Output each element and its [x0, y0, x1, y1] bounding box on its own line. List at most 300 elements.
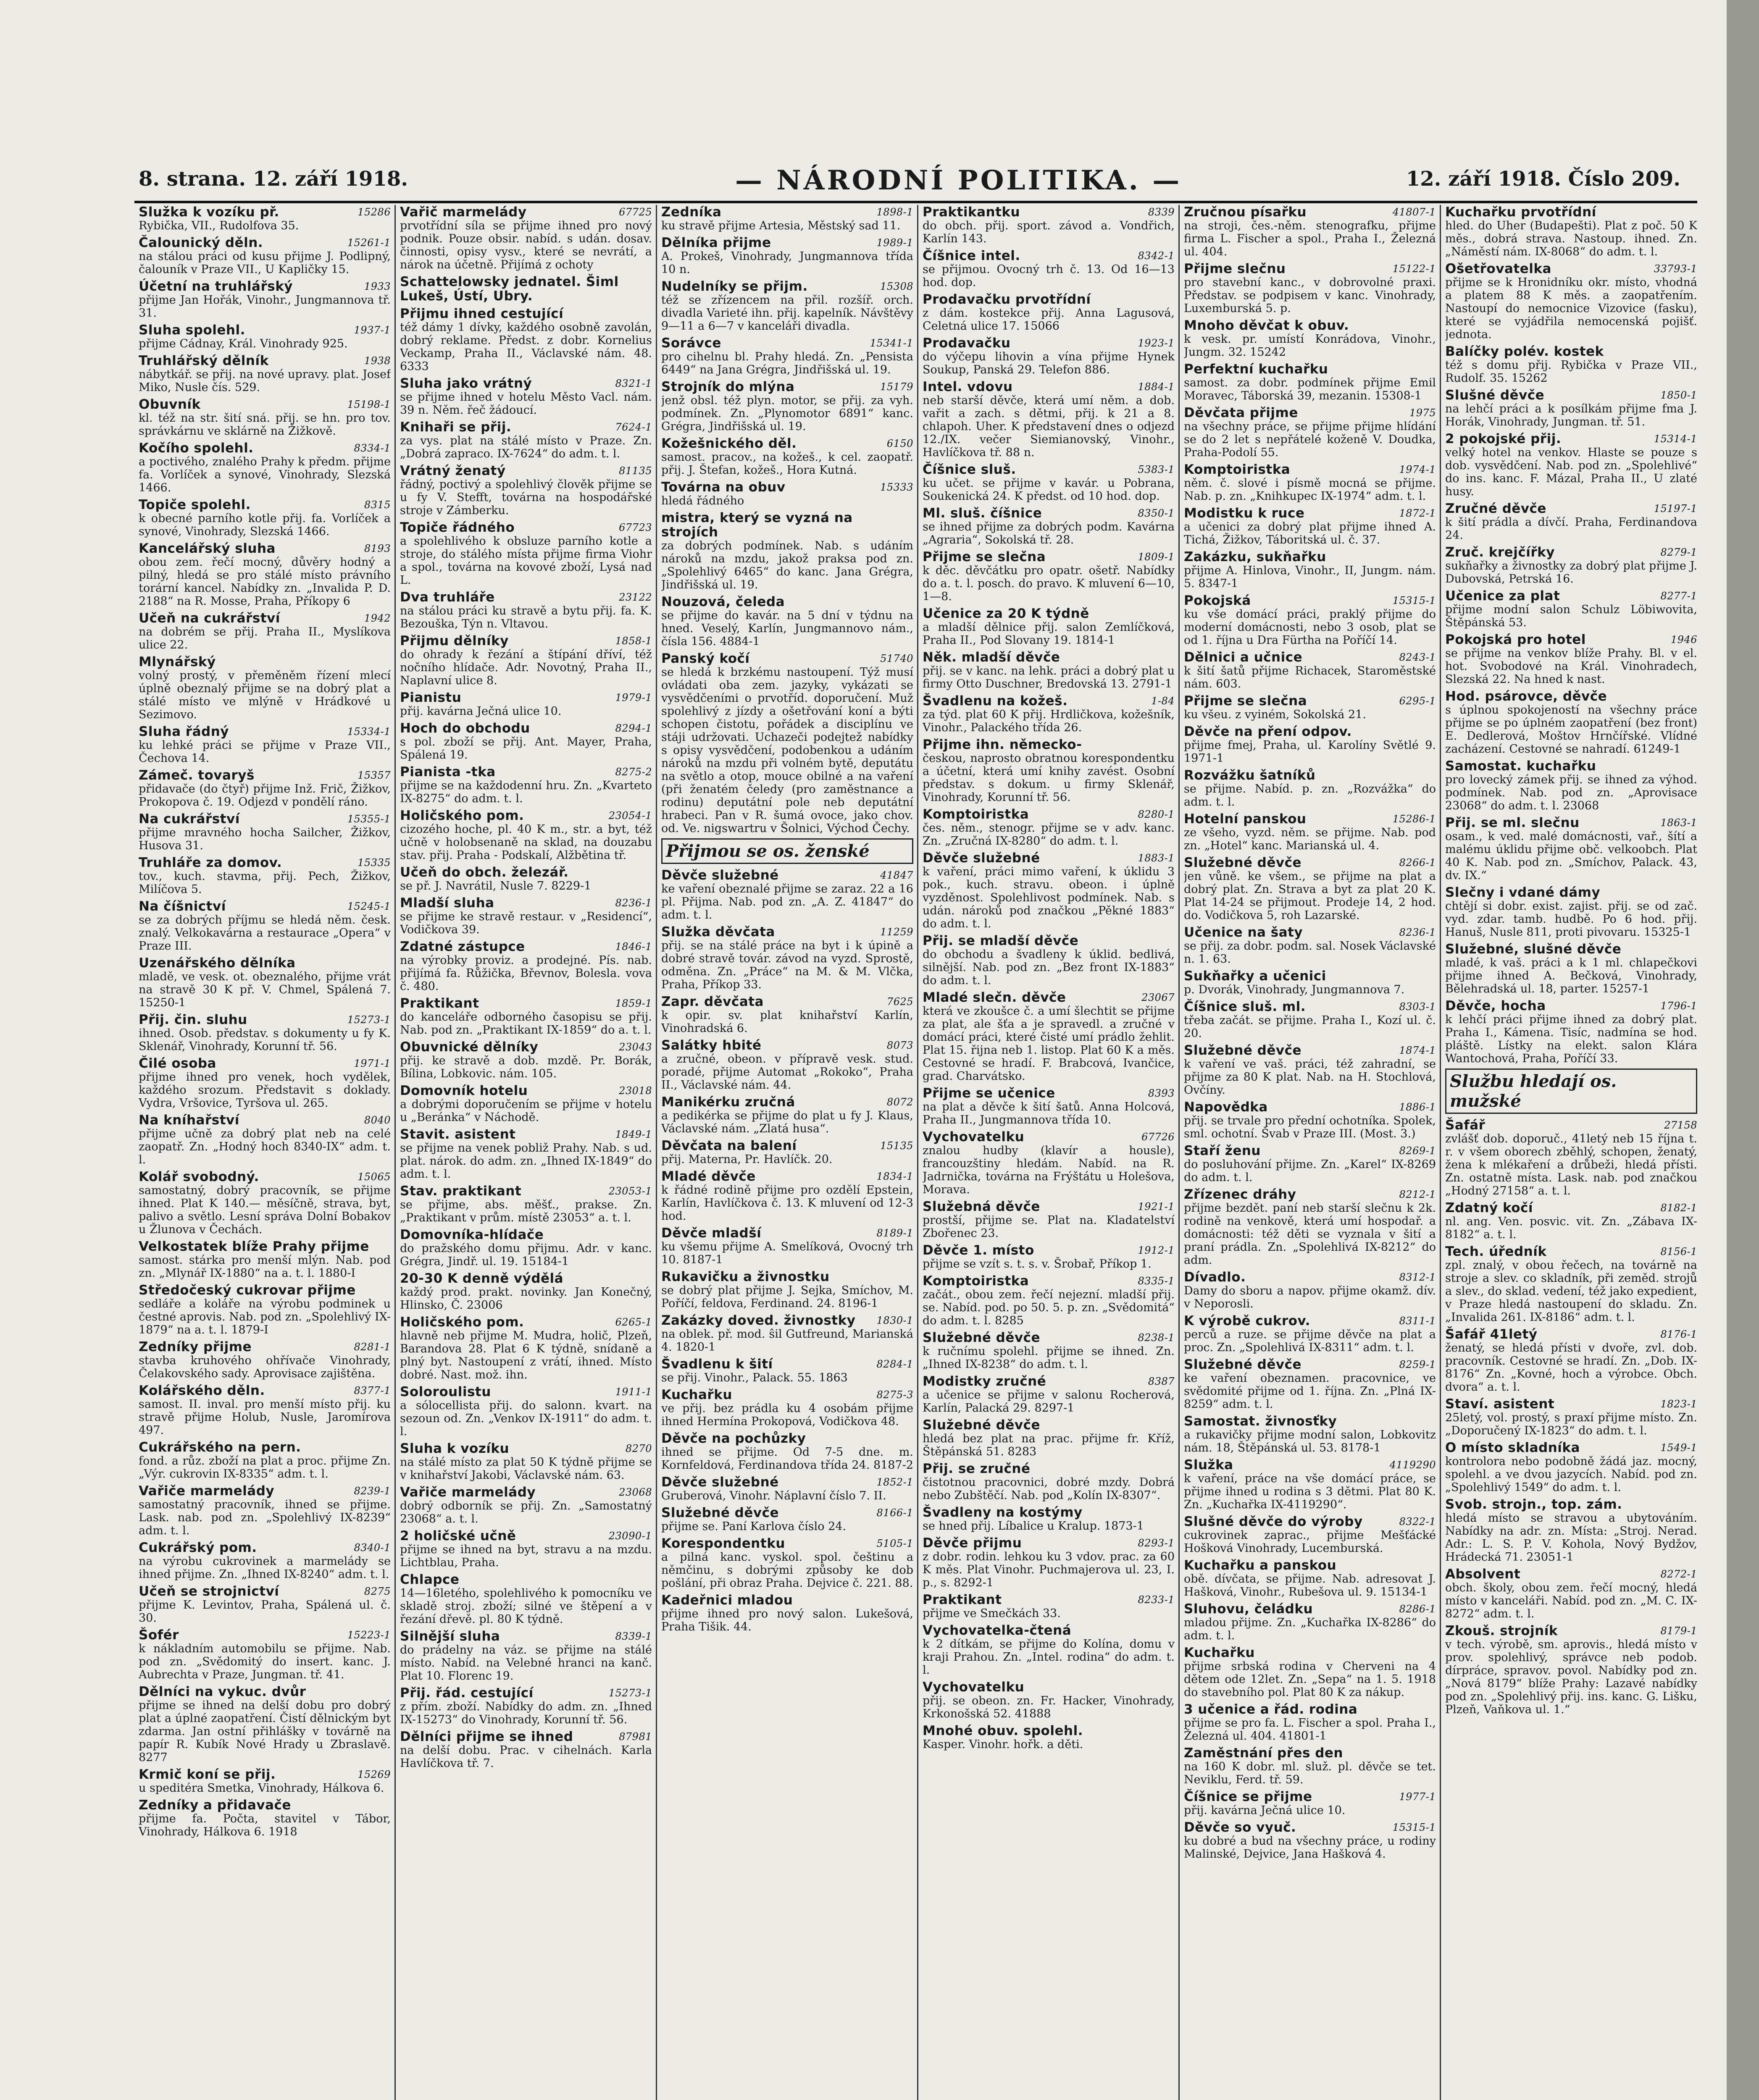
ad-heading-text: Číšnice sluš.: [923, 462, 1016, 477]
ad-heading-text: Služebné děvče: [1184, 1043, 1302, 1058]
ad-heading: [1184, 262, 1436, 276]
ad-heading-text: Děvče 1. místo: [923, 1243, 1034, 1258]
ad-body: u speditéra Smetka, Vinohrady, Hálkova 6.: [139, 1782, 384, 1795]
ad-code: 51740: [880, 653, 913, 664]
classified-ad: [661, 1313, 913, 1354]
ad-body: a pilná kanc. vyskol. spol. češtinu a němčinu, s dobrými způsoby ke dob pošlání, při obraz Praha. Dejvice č. 221. 88.: [661, 1551, 913, 1590]
ad-body: se přijme. Nabíd. p. zn. „Rozvážka“ do adm. t. l.: [1184, 782, 1436, 808]
ad-body: do obch. přij. sport. závod a. Vondřich, Karlín 143.: [923, 219, 1175, 245]
ad-heading: [923, 1086, 1175, 1100]
ad-heading-text: Slušné děvče do výroby: [1184, 1514, 1363, 1529]
ad-body: k vesk. pr. umístí Konrádova, Vinohr., Jungm. 32. 15242: [1184, 333, 1436, 359]
ad-body: do pražského domu přijmu. Adr. v kanc. Grégra, Jindř. ul. 19. 15184-1: [400, 1242, 652, 1268]
ad-body: na všechny práce, se přijme přijme hlídání se do 2 let s nepřátelé koženě V. Doudka, Praha-Podolí 55.: [1184, 420, 1436, 459]
ad-body: osam., k ved. malé domácnosti, vař., šítí a malému úklidu přijme obč. velkoobch. Plat 40 K. Nab. pod zn. „Smíchov, Palack. 43, dv. IX.“: [1445, 830, 1697, 882]
ad-heading-text: Pokojská: [1184, 593, 1251, 608]
ad-code: 15333: [880, 481, 913, 493]
ad-heading: [1184, 593, 1436, 608]
classified-ad: [1445, 388, 1697, 428]
ad-body: obou zem. řečí mocný, důvěry hodný a pilný, hledá se pro stálé místo právního torární kancel. Nabídky zn. „Invalida P. D. 2188“ na R. Mosse, Praha, Příkopy 6: [139, 556, 391, 608]
classified-ad: [661, 279, 913, 333]
ad-code: 8340-1: [354, 1542, 391, 1554]
classified-ad: [661, 1506, 913, 1533]
classified-ad: [1184, 406, 1436, 459]
ad-code: 4119290: [1389, 1459, 1436, 1471]
ad-heading-text: Domovníka-hlídače: [400, 1227, 544, 1242]
ad-heading-text: Přij. se zručné: [923, 1461, 1031, 1476]
ad-heading-text: Mladší sluha: [400, 895, 494, 911]
ad-code: 8387: [1148, 1376, 1175, 1387]
ad-code: 1850-1: [1660, 389, 1697, 401]
ad-code: 8182-1: [1660, 1202, 1697, 1214]
ad-body: za vys. plat na stálé místo v Praze. Zn. „Dobrá zapraco. IX-7624“ do adm. t. l.: [400, 434, 652, 460]
ad-heading-text: Číšnice intel.: [923, 248, 1020, 263]
classified-ad: [1445, 1567, 1697, 1620]
ad-heading-text: Číšnice se přijme: [1184, 1789, 1312, 1804]
ad-heading-text: Topiče řádného: [400, 520, 515, 535]
classified-ad: [400, 1084, 652, 1124]
ad-body: sukňařky a živnostky za dobrý plat přijme J. Dubovská, Petrská 16.: [1445, 559, 1697, 585]
ad-heading: [661, 1226, 913, 1240]
ad-heading-text: Mladé slečn. děvče: [923, 990, 1066, 1005]
ad-code: 15334-1: [347, 726, 391, 738]
ad-code: 87981: [619, 1731, 652, 1743]
ad-code: 1830-1: [876, 1315, 913, 1326]
ad-body: do posluhování přijme. Zn. „Karel“ IX-8269 do adm. t. l.: [1184, 1158, 1436, 1184]
ad-heading: [139, 1113, 391, 1127]
ad-heading: [400, 808, 652, 823]
classified-ad: [923, 650, 1175, 690]
classified-ad: [1445, 1441, 1697, 1494]
ad-heading: [139, 1283, 391, 1297]
ad-heading-text: Schattelowsky jednatel. Šiml Lukeš, Ústí, Ubry.: [400, 274, 619, 304]
ad-heading: [139, 1340, 391, 1354]
ad-heading: [139, 323, 391, 337]
classified-ad: [400, 1529, 652, 1569]
ad-heading: [139, 441, 391, 455]
ad-body: za dobrých podmínek. Nab. s udáním nároků na mzdu, jakož praksa pod zn. „Spolehlivý 6465“ do kanc. Jana Grégra, Jindřišská ul. 19.: [661, 539, 913, 591]
ad-heading-text: Balíčky polév. kostek: [1445, 344, 1604, 359]
classified-ad: [923, 694, 1175, 734]
ad-body: na stálou práci ku stravě a bytu přij. fa. K. Bezouška, Týn n. Vltavou.: [400, 604, 652, 630]
classified-ad: [139, 1340, 391, 1380]
classified-ad: [139, 1798, 391, 1838]
classified-ad: [661, 1095, 913, 1135]
ad-code: 8233-1: [1138, 1594, 1175, 1606]
ad-code: 1549-1: [1660, 1442, 1697, 1454]
ad-heading: [923, 336, 1175, 350]
classified-ad: [1184, 1702, 1436, 1743]
classified-ad: [923, 934, 1175, 987]
ad-heading-text: Šafář 41letý: [1445, 1327, 1538, 1342]
ad-body: nl. ang. Ven. posvic. vit. Zn. „Zábava IX-8182“ a. t. l.: [1445, 1215, 1697, 1241]
ad-heading: [400, 464, 652, 478]
classified-ad: [1445, 344, 1697, 385]
ad-heading: [400, 1084, 652, 1098]
ad-heading-text: Služka: [1184, 1457, 1233, 1473]
ad-code: 41807-1: [1392, 206, 1436, 218]
ad-code: 15179: [880, 381, 913, 393]
ad-body: a dobrými doporučením se přijme v hotelu u „Beránka“ v Náchodě.: [400, 1098, 652, 1124]
ad-heading-text: Strojník do mlýna: [661, 379, 795, 394]
classified-ad: [923, 1724, 1175, 1751]
ad-body: se přijme ihned v hotelu Město Vacl. nám. 39 n. Něm. řeč žádoucí.: [400, 391, 652, 417]
ad-code: 8303-1: [1399, 1001, 1436, 1013]
ad-heading-text: Velkostatek blíže Prahy přijme: [139, 1239, 369, 1254]
ad-code: 8334-1: [354, 442, 391, 454]
classified-columns: [139, 205, 1701, 2100]
ad-heading: [923, 1331, 1175, 1345]
ad-heading: [1184, 1820, 1436, 1835]
ad-body: ve přij. bez prádla ku 4 osobám přijme ihned Hermína Prokopová, Vodičkova 48.: [661, 1402, 913, 1428]
classified-ad: [139, 1541, 391, 1581]
ad-code: 1858-1: [615, 635, 652, 647]
classified-ad: [400, 1184, 652, 1224]
ad-body: přijme se ihned na byt, stravu a na mzdu. Lichtblau, Praha.: [400, 1543, 652, 1569]
ad-body: k děc. děvčátku pro opatr. ošetř. Nabídky do a. t. l. posch. do pravo. K mluvení 6—10, 1—8.: [923, 564, 1175, 603]
ad-code: 15286: [358, 206, 391, 218]
ad-body: pro lovecký zámek přij. se ihned za výhod. podmínek. Nab. pod zn. „Aprovisace 23068“ do adm. t. l. 23068: [1445, 773, 1697, 812]
ad-heading-text: Služebná děvče: [923, 1199, 1040, 1214]
ad-body: ke vaření obeznalé přijme se zaraz. 22 a 16 pl. Přijma. Nab. pod zn. „A. Z. 41847“ do adm. t. l.: [661, 882, 913, 921]
ad-heading-text: Staří ženu: [1184, 1143, 1261, 1158]
ad-body: stavba kruhového ohřívače Vinohrady, Čelakovského sady. Aprovisace zajištěna.: [139, 1354, 391, 1380]
ad-heading-text: Kancelářský sluha: [139, 541, 276, 556]
ad-body: prostší, přijme se. Plat na. Kladatelství Zbořenec 23.: [923, 1214, 1175, 1240]
classified-ad: [661, 995, 913, 1035]
classified-ad: [923, 1200, 1175, 1240]
ad-heading-text: Přijme se učenice: [923, 1086, 1055, 1101]
classified-ad: [1184, 1314, 1436, 1354]
header-rule: [134, 201, 1697, 203]
classified-ad: [1445, 501, 1697, 542]
ad-heading-text: Středočeský cukrovar přijme: [139, 1283, 356, 1298]
ad-heading: [1445, 589, 1697, 603]
ad-code: 15355-1: [347, 813, 391, 825]
ad-heading: [400, 275, 652, 303]
classified-ad: [1445, 689, 1697, 756]
ad-body: která ve zkoušce č. a umí šlechtit se přijme za plat, ale šťa a je spravedl. a zručné v domácí práci, které čisté umí prádlo žehlit. Plat 15. řijna neb 1. listop. Plat 60 K a měs. Cestovné se hradí. F. Brabcová, Ivančice, grad. Charvátsko.: [923, 1005, 1175, 1083]
ad-heading: [661, 480, 913, 494]
ad-body: přij. kavárna Ječná ulice 10.: [1184, 1804, 1346, 1817]
ad-code: 8212-1: [1399, 1189, 1436, 1200]
ad-body: samostatný pracovník, ihned se přijme. Lask. nab. pod zn. „Spolehlivý IX-8239“ adm. t. l.: [139, 1498, 391, 1537]
ad-body: se přij. za dobr. podm. sal. Nosek Václavské n. 1. 63.: [1184, 940, 1436, 966]
ad-heading: [139, 899, 391, 914]
ad-heading: [1445, 1397, 1697, 1411]
ad-heading: [400, 205, 652, 219]
ad-heading-text: Mnohé obuv. spolehl.: [923, 1723, 1083, 1738]
ad-heading-text: Cukrářského na pern.: [139, 1440, 301, 1455]
ad-heading: [923, 807, 1175, 822]
ad-body: kontrolora nebo podobně žádá jaz. mocný, spolehl. a ve dvou jazycích. Nabíd. pod zn. „Spolehlivý 1549“ do adm. t. l.: [1445, 1455, 1697, 1494]
ad-body: a mladší dělnice přij. salon Zemlíčková, Praha II., Pod Slovany 19. 1814-1: [923, 621, 1175, 647]
ad-code: 1-84: [1151, 695, 1175, 707]
ad-heading: [139, 1239, 391, 1254]
ad-heading: [661, 205, 913, 219]
ad-heading-text: Dělníka přijme: [661, 235, 771, 250]
ad-heading-text: Služebné děvče: [1184, 855, 1302, 870]
ad-code: 8293-1: [1138, 1537, 1175, 1549]
classified-ad: [139, 655, 391, 721]
ad-body: a poctivého, znalého Prahy k předm. přijme fa. Vorlíček a synové, Vinohrady, Slezská 1466.: [139, 455, 391, 494]
ad-heading: [661, 651, 913, 666]
ad-body: se hledá k brzkému nastoupení. Týž musí ovládati oba zem. jazyky, vykázati se vysvědčeními o prvotříd. doporučení. Muž spolehlivý z jízdy a ošetřování koní a býti schopen čistotu, pořádek a disciplínu ve stáji udržovati. Uchazeči podejtež nabídky s opisy vysvědčení, podobenkou a udáním nároků na mzdu při volném bytě, deputátu na světlo a otop, mouce obilné a na vaření (při ženatém čeledy (pro zaměstnance a rodinu) deputátní pole neb deputátní hrabeci. Pan v R. šumá ovoce, jako chov. od. Ve. nigswartru v Šolnici, Východ Čechy.: [661, 666, 913, 835]
ad-code: 11259: [880, 926, 913, 938]
classified-ad: [139, 1113, 391, 1166]
ad-heading: [923, 1462, 1175, 1476]
header-left: 8. strana. 12. září 1918.: [139, 167, 408, 191]
ad-heading: [1445, 1441, 1697, 1455]
classified-ad: [139, 498, 391, 538]
ad-body: do ohrady k řezání a štípání dříví, též nočního hlídače. Adr. Novotný, Praha II., Naplavní ulice 8.: [400, 648, 652, 687]
ad-body: na stálé místo za plat 50 K týdně přijme se v knihařství Jakobi, Václavské nám. 63.: [400, 1456, 652, 1482]
ad-code: 15261-1: [347, 237, 391, 249]
ad-heading: [923, 1243, 1175, 1257]
ad-body: za týd. plat 60 K přij. Hrdličkova, kožešník, Vinohr., Palackého třída 26.: [923, 708, 1175, 734]
classified-ad: [1445, 589, 1697, 629]
ad-heading-text: Zručnou písařku: [1184, 205, 1307, 220]
ad-heading: [400, 590, 652, 604]
ad-code: 8284-1: [876, 1358, 913, 1370]
ad-body: k šití prádla a dívčí. Praha, Ferdinandova 24.: [1445, 516, 1697, 542]
ad-heading: [400, 1315, 652, 1329]
classified-ad: [661, 1475, 913, 1502]
classified-ad: [400, 1441, 652, 1482]
classified-ad: [139, 441, 391, 494]
ad-heading-text: Zdatné zástupce: [400, 939, 525, 954]
ad-body: se dobrý plat přijme J. Sejka, Smíchov, M. Poříčí, feldova, Ferdinand. 24. 8196-1: [661, 1284, 913, 1310]
ad-body: přij. se obeon. zn. Fr. Hacker, Vinohrady, Krkonošská 52. 41888: [923, 1694, 1175, 1720]
classified-ad: [923, 1274, 1175, 1327]
ad-body: znalou hudby (klavír a housle), francouzštiny hledám. Nabíd. na R. Jadrnička, továrna na Frýštátu u Holešova, Morava.: [923, 1144, 1175, 1196]
ad-heading: [1184, 1270, 1436, 1284]
ad-heading-text: Svob. strojn., top. zám.: [1445, 1497, 1622, 1512]
ad-heading: [661, 511, 913, 539]
ad-body: obch. školy, obou zem. řečí mocný, hledá místo v kanceláři. Nabíd. pod zn. „M. C. IX-8272“ adm. t. l.: [1445, 1581, 1697, 1620]
ad-heading-text: Sluha spolehl.: [139, 323, 245, 338]
classified-ad: [1184, 856, 1436, 922]
ad-body: přijme bezdět. paní neb starší slečnu k 2k. rodině na venkově, která umí hospodař. a domácnosti: též děti se vyznala v šití a praní prádla. Zn. „Spolehlivá IX-8212“ do adm.: [1184, 1202, 1436, 1267]
ad-heading: [1184, 925, 1436, 940]
classified-ad: [139, 1685, 391, 1764]
ad-body: volný prostý, v přeměněm řízení mlecí úplně obeznalý přijme se na dobrý plat a stálé místo ve mlýně v Hrádkové u Sezimovo.: [139, 669, 391, 721]
ad-heading: [1184, 1414, 1436, 1428]
ad-code: 1823-1: [1660, 1398, 1697, 1410]
classified-ad: [400, 1485, 652, 1525]
ad-column-2: [400, 205, 652, 2100]
classified-ad: [661, 380, 913, 433]
ad-body: 25letý, vol. prostý, s praxí přijme místo. Zn. „Doporučený IX-1823“ do adm. t. l.: [1445, 1411, 1697, 1437]
classified-ad: [1184, 593, 1436, 647]
classified-ad: [661, 511, 913, 591]
ad-body: přijme Jan Hořák, Vinohr., Jungmannova tř. 31.: [139, 294, 391, 320]
ad-column-4: [923, 205, 1175, 2100]
ad-body: na 160 K dobr. ml. služ. pl. děvče se tet. Neviklu, Ferd. tř. 59.: [1184, 1760, 1436, 1786]
ad-heading-text: Děvče na pochůzky: [661, 1431, 806, 1446]
ad-heading-text: Kuchařku: [1184, 1645, 1255, 1660]
ad-heading-text: Nouzová, čeleda: [661, 594, 785, 609]
ad-body: přijme se. Paní Karlova číslo 24.: [661, 1520, 847, 1533]
ad-heading-text: Pianista -tka: [400, 764, 496, 780]
ad-body: pro stavební kanc., v dobrovolné praxi. Představ. se podpisem v kanc. Vinohrady, Luxemburská 5. p.: [1184, 276, 1436, 315]
classified-ad: [400, 376, 652, 417]
ad-code: 33793-1: [1654, 263, 1697, 275]
classified-ad: [1184, 1414, 1436, 1454]
ad-heading-text: Švadlenu na kožeš.: [923, 693, 1068, 709]
ad-code: 8040: [364, 1114, 391, 1126]
ad-body: k vaření, práci mimo vaření, k úklidu 3 pok., kuch. stravu. obeon. i úplně vyzděnost. Spolehlivost podmínek. Nab. s udán. nároků pod značkou „Pěkné 1883“ do adm. t. l.: [923, 865, 1175, 930]
ad-heading-text: Komptoiristka: [1184, 462, 1291, 477]
classified-ad: [1445, 885, 1697, 939]
ad-heading-text: Uzenářského dělníka: [139, 956, 296, 971]
ad-body: a pedikérka se přijme do plat u fy J. Klaus, Václavské nám. „Zlatá husa“.: [661, 1109, 913, 1135]
ad-code: 8286-1: [1399, 1603, 1436, 1615]
classified-ad: [923, 1418, 1175, 1458]
ad-heading-text: Něk. mladší děvče: [923, 650, 1060, 665]
ad-body: z přím. zboží. Nabídky do adm. zn. „Ihned IX-15273“ do Vinohrady, Korunní tř. 56.: [400, 1700, 652, 1726]
ad-body: něm. č. slové i písmě mocná se přijme. Nab. p. zn. „Knihkupec IX-1974“ adm. t. l.: [1184, 477, 1436, 503]
ad-heading: [400, 896, 652, 910]
classified-ad: [923, 990, 1175, 1083]
classified-ad: [400, 1315, 652, 1381]
ad-heading: [923, 1418, 1175, 1432]
ad-heading: [1184, 1790, 1436, 1804]
classified-ad: [139, 354, 391, 394]
ad-code: 8259-1: [1399, 1359, 1436, 1370]
classified-ad: [139, 956, 391, 1009]
ad-heading: [1184, 1357, 1436, 1372]
ad-heading: [661, 336, 913, 350]
classified-ad: [1184, 1646, 1436, 1699]
ad-heading: [1184, 724, 1436, 739]
ad-heading: [1184, 318, 1436, 333]
ad-heading-text: Zruč. krejčířky: [1445, 545, 1555, 560]
ad-heading: [1184, 362, 1436, 376]
ad-body: přijme se k Hronidníku okr. místo, vhodná a platem 88 K měs. a zaopatřením. Nastoupí do nemocnice Vizovice (fasku), které se vyjádřila nemocenská pojišť. jednota.: [1445, 276, 1697, 341]
ad-body: přij. se v kanc. na lehk. práci a dobrý plat u firmy Otto Duschner, Bredovská 13. 2791-1: [923, 664, 1175, 690]
classified-ad: [139, 236, 391, 276]
ad-code: 15245-1: [347, 900, 391, 912]
classified-ad: [1184, 506, 1436, 546]
ad-heading-text: Děvče, hocha: [1445, 998, 1546, 1013]
classified-ad: [400, 1040, 652, 1080]
ad-heading: [139, 1628, 391, 1642]
ad-heading-text: Přij. řád. cestující: [400, 1685, 534, 1701]
ad-heading-text: Zdatný kočí: [1445, 1200, 1533, 1215]
ad-body: přijme se ihned na delší dobu pro dobrý plat a úplné zaopatření. Čistí dělnickým byt zdarma. Jan ostní přihlášky v továrně na papír R. Kubík Nové Hrady u Zbraslavě. 8277: [139, 1699, 391, 1764]
ad-code: 8393: [1148, 1087, 1175, 1099]
ad-body: ku učet. se přijme v kavár. u Pobrana, Soukenická 24. K předst. od 10 hod. dop.: [923, 477, 1175, 503]
ad-heading: [400, 520, 652, 535]
ad-body: fond. a růz. zboží na plat a proc. přijme Zn. „Výr. cukrovin IX-8335“ adm. t. l.: [139, 1454, 391, 1480]
classified-ad: [139, 611, 391, 651]
ad-code: 15286-1: [1392, 813, 1436, 825]
ad-heading-text: Knihaři se přij.: [400, 420, 512, 435]
ad-heading-text: Silnější sluha: [400, 1629, 500, 1644]
ad-code: 8321-1: [615, 378, 652, 389]
ad-heading-text: Šofér: [139, 1628, 179, 1643]
ad-code: 8179-1: [1660, 1625, 1697, 1637]
ad-heading-text: Učeň se strojnictví: [139, 1584, 279, 1599]
ad-heading-text: Vychovatelku: [923, 1129, 1025, 1144]
ad-column-1: [139, 205, 391, 2100]
ad-body: do prádelny na váz. se přijme na stálé místo. Nabíd. na Velebné hranci na kanč. Plat 10. Florenc 19.: [400, 1643, 652, 1683]
ad-heading-text: Služebné děvče: [1184, 1357, 1302, 1372]
ad-heading: [139, 1484, 391, 1498]
ad-heading-text: Cukrářský pom.: [139, 1540, 257, 1555]
ad-heading: [1445, 262, 1697, 276]
ad-body: každý prod. prakt. novinky. Jan Konečný, Hlinsko, Č. 23006: [400, 1286, 652, 1312]
ad-body: k opir. sv. plat knihařství Karlín, Vinohradská 6.: [661, 1009, 913, 1035]
ad-heading: [400, 634, 652, 648]
classified-ad: [139, 1484, 391, 1537]
classified-ad: [1184, 969, 1436, 996]
ad-heading-text: Děvče služebné: [661, 868, 779, 883]
ad-body: na plat a děvče k šití šatů. Anna Holcová, Praha II., Jungmannova třída 10.: [923, 1100, 1175, 1126]
classified-ad: [1184, 262, 1436, 315]
ad-heading-text: Šafář: [1445, 1118, 1486, 1133]
classified-ad: [661, 868, 913, 921]
ad-heading-text: Komptoiristka: [923, 807, 1029, 822]
ad-heading: [139, 1056, 391, 1071]
ad-heading-text: Panský kočí: [661, 651, 750, 666]
ad-code: 8275-3: [876, 1389, 913, 1401]
ad-body: hled. do Uher (Budapešti). Plat z poč. 50 K měs., dobrá strava. Nastoup. ihned. Zn. „Náměstí nám. IX-8068“ do adm. t. l.: [1445, 219, 1697, 258]
ad-body: se přijme do kavár. na 5 dní v týdnu na hned. Veselý, Karlín, Jungmannovo nám., čísla 156. 4884-1: [661, 609, 913, 648]
ad-heading-text: Děvče přijmu: [923, 1536, 1022, 1551]
ad-code: 1846-1: [615, 941, 652, 953]
ad-heading: [923, 1623, 1175, 1638]
ad-body: do kanceláře odborného časopisu se přij. Nab. pod zn. „Praktikant IX-1859“ do a. t. l.: [400, 1011, 652, 1037]
ad-heading: [923, 506, 1175, 520]
ad-heading: [400, 865, 652, 879]
ad-heading: [139, 1767, 391, 1782]
classified-ad: [400, 634, 652, 687]
classified-ad: [139, 1056, 391, 1110]
classified-ad: [923, 1086, 1175, 1126]
classified-ad: [661, 1270, 913, 1310]
classified-ad: [923, 1505, 1175, 1533]
ad-code: 23018: [619, 1085, 652, 1097]
ad-code: 41847: [880, 869, 913, 881]
classified-ad: [1184, 1144, 1436, 1184]
ad-code: 1979-1: [615, 692, 652, 704]
classified-ad: [1184, 1458, 1436, 1511]
ad-body: přij. Materna, Pr. Havlíčk. 20.: [661, 1153, 833, 1166]
ad-heading-text: Učenice za 20 K týdně: [923, 606, 1089, 621]
classified-ad: [139, 768, 391, 808]
ad-heading-text: Vařiče marmelády: [139, 1483, 275, 1499]
ad-heading: [1445, 1567, 1697, 1581]
classified-ad: [139, 899, 391, 953]
classified-ad: [400, 1686, 652, 1726]
ad-code: 6150: [886, 438, 913, 449]
ad-code: 8281-1: [354, 1341, 391, 1353]
ad-heading: [661, 1388, 913, 1402]
ad-heading: [400, 420, 652, 434]
ad-heading-text: Hod. psárovce, děvče: [1445, 689, 1607, 704]
ad-code: 1933: [364, 281, 391, 292]
ad-body: samost. za dobr. podmínek přijme Emil Moravec, Táborská 39, mezanin. 15308-1: [1184, 376, 1436, 402]
column-rule: [394, 205, 396, 2100]
ad-heading: [139, 768, 391, 782]
ad-code: 1971-1: [354, 1058, 391, 1069]
ad-heading: [661, 1038, 913, 1053]
classified-ad: [661, 1388, 913, 1428]
ad-code: 8243-1: [1399, 651, 1436, 663]
ad-heading: [1445, 1244, 1697, 1259]
